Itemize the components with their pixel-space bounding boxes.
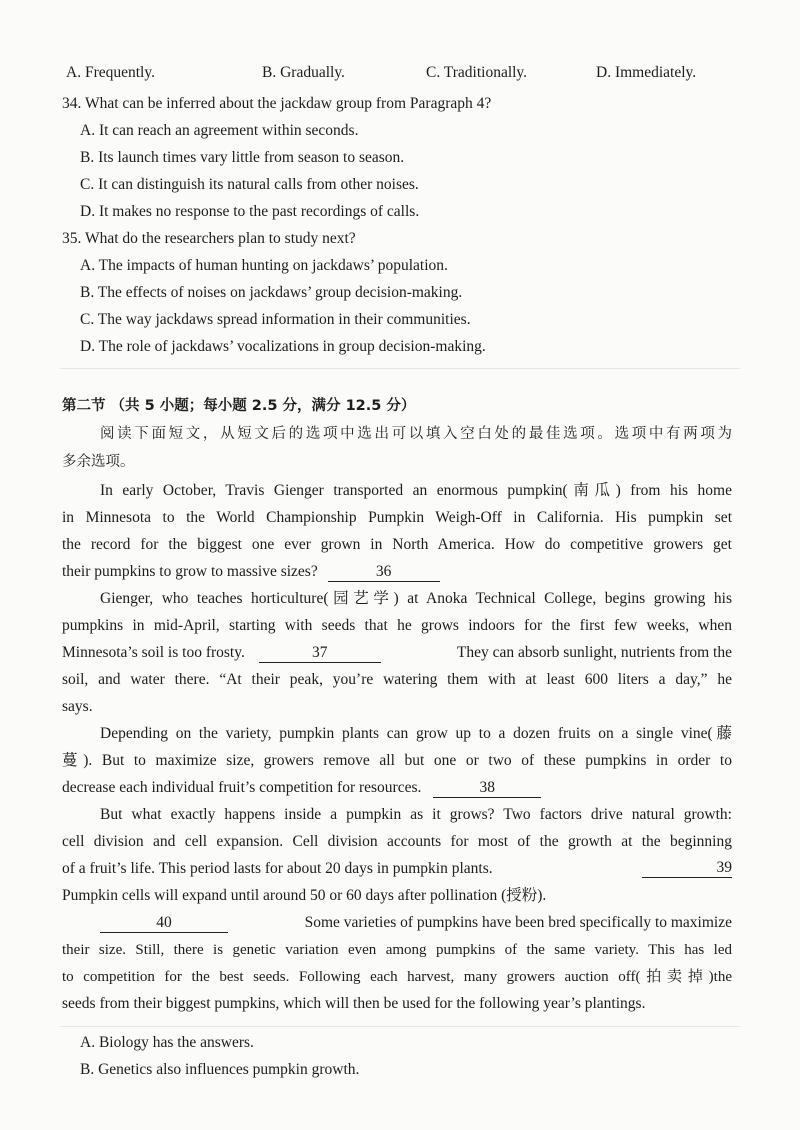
p2-line-3 — [62, 643, 732, 663]
p2-line-3-text: Minnesota’s soil is too frosty. — [62, 644, 245, 661]
p5-line-3: to competition for the best seeds. Following each harvest, many growers auction off(拍卖掉)the — [62, 969, 732, 985]
p4-line-3-text: of a fruit’s life. This period lasts for about 20 days in pumpkin plants. — [62, 860, 493, 877]
q34-option-b: B. Its launch times vary little from season to season. — [80, 149, 405, 166]
p4-line-3 — [62, 859, 732, 879]
p2-line-1: Gienger, who teaches horticulture(园艺学) at Anoka Technical College, begins growing his — [100, 590, 732, 607]
q33-options — [66, 64, 726, 86]
p3-line-3 — [62, 778, 541, 798]
p3-line-3-text: decrease each individual fruit’s competition for resources. — [62, 779, 422, 796]
blank-37: 37 — [259, 644, 381, 663]
p3-line-2: 蔓). But to maximize size, growers remove all but one or two of these pumpkins in order to — [62, 752, 732, 769]
answer-option-b: B. Genetics also influences pumpkin growth. — [80, 1061, 360, 1078]
q35-option-d: D. The role of jackdaws’ vocalizations in group decision-making. — [80, 338, 486, 355]
q34-option-c: C. It can distinguish its natural calls from other noises. — [80, 176, 419, 193]
p4-line-2: cell division and cell expansion. Cell division accounts for most of the growth at the beginning — [62, 833, 732, 850]
q33-option-a: A. Frequently. — [66, 64, 155, 81]
section-instruction-2: 多余选项。 — [62, 454, 135, 470]
divider — [60, 1026, 740, 1027]
q34-option-d: D. It makes no response to the past recordings of calls. — [80, 203, 420, 220]
q35-option-a: A. The impacts of human hunting on jackdaws’ population. — [80, 257, 448, 274]
q33-option-c: C. Traditionally. — [426, 64, 528, 81]
p4-line-4: Pumpkin cells will expand until around 50 or 60 days after pollination (授粉). — [62, 887, 547, 904]
blank-39: 39 — [642, 859, 732, 878]
p1-line-1: In early October, Travis Gienger transported an enormous pumpkin(南瓜) from his home — [100, 482, 732, 499]
p1-line-3: the record for the biggest one ever grown in North America. How do competitive growers get — [62, 536, 732, 553]
p2-line-5: says. — [62, 698, 93, 715]
q34-option-a: A. It can reach an agreement within seconds. — [80, 122, 359, 139]
p2-line-2: pumpkins in mid-April, starting with seeds that he grows indoors for the first few weeks, when — [62, 617, 732, 634]
p2-line-4: soil, and water there. “At their peak, you’re watering them with at least 600 liters a day,” he — [62, 671, 732, 688]
divider — [60, 368, 740, 369]
p1-line-4-text: their pumpkins to grow to massive sizes? — [62, 563, 318, 580]
q34-stem: 34. What can be inferred about the jackdaw group from Paragraph 4? — [62, 95, 492, 112]
section-instruction-1: 阅读下面短文，从短文后的选项中选出可以填入空白处的最佳选项。选项中有两项为 — [100, 426, 732, 442]
blank-40: 40 — [100, 914, 228, 933]
q35-stem: 35. What do the researchers plan to study next? — [62, 230, 356, 247]
q35-option-b: B. The effects of noises on jackdaws’ group decision-making. — [80, 284, 463, 301]
blank-36: 36 — [328, 563, 440, 582]
p1-line-2: in Minnesota to the World Championship Pumpkin Weigh-Off in California. His pumpkin set — [62, 509, 732, 526]
p2-line-3-tail: They can absorb sunlight, nutrients from the — [456, 644, 732, 661]
p5-line-2: their size. Still, there is genetic variation even among pumpkins of the same variety. This has led — [62, 942, 732, 958]
p5-line-1-text: Some varieties of pumpkins have been bred specifically to maximize — [304, 914, 732, 931]
p5-line-4: seeds from their biggest pumpkins, which will then be used for the following year’s plantings. — [62, 995, 646, 1012]
blank-38: 38 — [433, 779, 541, 798]
p3-line-1: Depending on the variety, pumpkin plants can grow up to a dozen fruits on a single vine(藤 — [100, 725, 732, 742]
section-heading: 第二节 （共 5 小题；每小题 2.5 分，满分 12.5 分） — [62, 398, 416, 414]
q33-option-d: D. Immediately. — [596, 64, 697, 81]
answer-option-a: A. Biology has the answers. — [80, 1034, 254, 1051]
q35-option-c: C. The way jackdaws spread information in their communities. — [80, 311, 471, 328]
p4-line-1: But what exactly happens inside a pumpkin as it grows? Two factors drive natural growth: — [100, 806, 732, 823]
p1-line-4 — [62, 562, 440, 582]
p5-line-1 — [100, 913, 732, 933]
q33-option-b: B. Gradually. — [262, 64, 345, 81]
